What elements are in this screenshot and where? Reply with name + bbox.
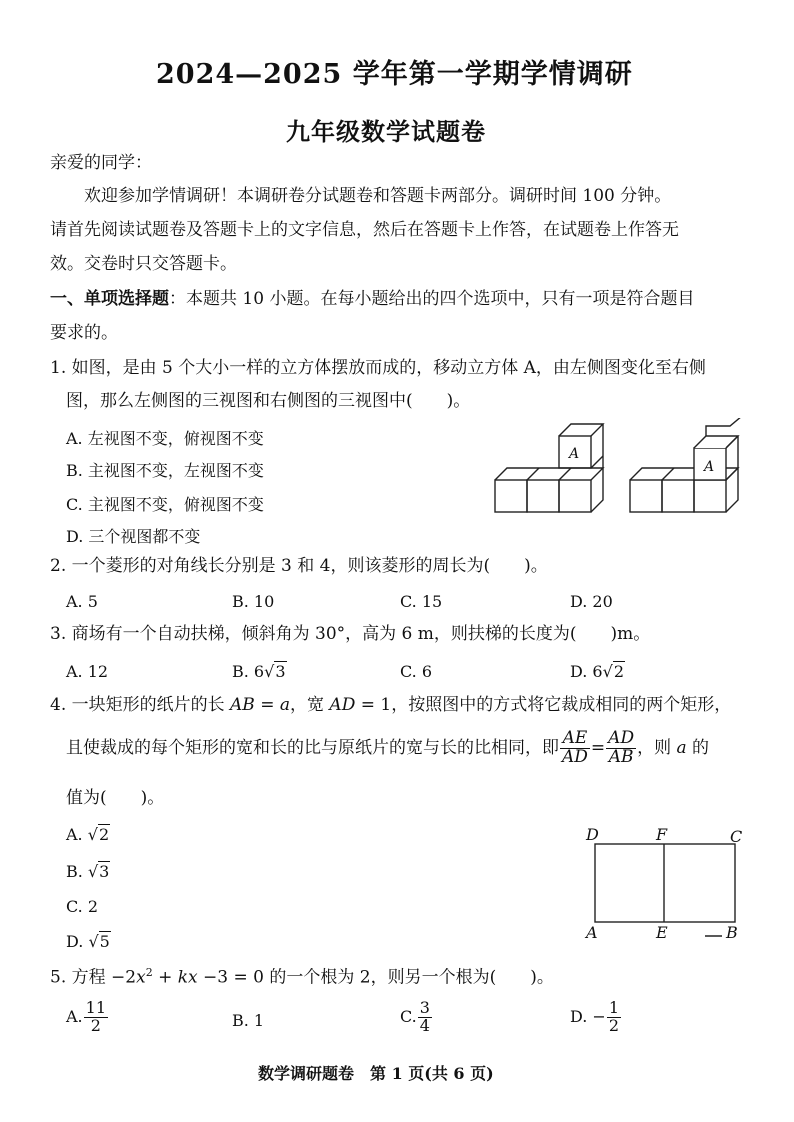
q4-line2-pre: 且使裁成的每个矩形的宽和长的比与原纸片的宽与长的比相同，即 (66, 737, 559, 758)
q5-option-c-fraction (418, 1000, 432, 1035)
q5-option-a-prefix: A. (66, 1006, 83, 1026)
q5-option-d-num: 1 (608, 998, 620, 1017)
q4-frac1-num: AE (560, 730, 590, 749)
q4-var-ab: AB (230, 695, 255, 715)
q4-frac2-num: AD (608, 728, 635, 748)
q5-var-kx: kx (177, 967, 198, 988)
q5-option-a (66, 1000, 109, 1035)
q2-option-a: A. 5 (66, 592, 98, 611)
q4-option-a-prefix: A. (66, 825, 88, 844)
q5-stem-b: + (152, 967, 178, 988)
right-cube-group (630, 418, 742, 512)
page-footer: 数学调研题卷 第 1 页(共 6 页) (258, 1064, 494, 1083)
q5-stem (50, 967, 554, 987)
q5-option-c-num: 3 (419, 998, 430, 1017)
label-D: D (586, 825, 599, 844)
q4-line2-post-b: 的 (686, 737, 710, 758)
q3-option-a: A. 12 (66, 662, 109, 681)
q2-stem: 2. 一个菱形的对角线长分别是 3 和 4，则该菱形的周长为( )。 (50, 556, 548, 576)
q3-option-d-radicand: 2 (613, 662, 624, 681)
q4-option-b-prefix: B. (66, 862, 88, 881)
cube-label-left: A (569, 446, 580, 462)
q4-rectangle-figure (580, 822, 760, 942)
q4-option-c: C. 2 (66, 897, 99, 916)
paper-title: 2024—2025 学年第一学期学情调研 (156, 59, 633, 90)
q4-line2-post-a: ，则 (637, 737, 677, 758)
q2-option-c: C. 15 (400, 592, 443, 611)
q4-frac1-den: AD (562, 746, 588, 767)
q5-option-d (570, 1000, 622, 1035)
intro-line-3: 效。交卷时只交答题卡。 (50, 254, 237, 274)
paper-subtitle: 九年级数学试题卷 (286, 117, 486, 146)
label-C: C (730, 827, 743, 846)
q4-stem-line2 (66, 730, 709, 767)
q5-option-a-num: 11 (85, 998, 106, 1017)
q4-option-d-radicand: 5 (99, 932, 110, 951)
q3-option-b: B. 6√3 (232, 662, 286, 681)
q4-line1-d: = 1，按照图中的方式将它裁成相同的两个矩形， (355, 695, 732, 715)
q4-var-ad: AD (329, 695, 356, 715)
q1-option-d: D. 三个视图都不变 (66, 527, 201, 546)
q4-line1-c: ，宽 (290, 695, 330, 715)
label-A: A (586, 923, 598, 942)
q3-option-d-prefix: D. 6 (570, 662, 603, 681)
q4-fraction-ad-ab (606, 730, 636, 767)
q4-line2-var: a (676, 737, 687, 758)
greeting: 亲爱的同学： (50, 153, 152, 173)
left-cube-group (495, 424, 603, 512)
q5-option-b: B. 1 (232, 1011, 265, 1030)
q4-stem-line1 (50, 697, 731, 714)
q4-option-b-radicand: 3 (99, 862, 110, 881)
label-E: E (656, 923, 668, 942)
intro-line-1: 欢迎参加学情调研！本调研卷分试题卷和答题卡两部分。调研时间 100 分钟。 (84, 186, 672, 206)
section-heading-bold: 一、单项选择题 (50, 289, 169, 309)
q4-option-a-radicand: 2 (98, 825, 110, 844)
q1-stem-line2: 图，那么左侧图的三视图和右侧图的三视图中( )。 (66, 391, 471, 411)
q2-option-d: D. 20 (570, 592, 613, 611)
q3-stem: 3. 商场有一个自动扶梯，倾斜角为 30°，高为 6 m，则扶梯的长度为( )m。 (50, 624, 651, 644)
intro-line-2: 请首先阅读试题卷及答题卡上的文字信息，然后在答题卡上作答，在试题卷上作答无 (50, 220, 679, 240)
q1-option-b: B. 主视图不变，左视图不变 (66, 461, 264, 480)
q5-option-d-den: 2 (608, 1015, 620, 1035)
q5-option-d-fraction (607, 1000, 621, 1035)
q4-line1-a: 4. 一块矩形的纸片的长 (50, 695, 231, 715)
q3-option-b-radicand: 3 (275, 662, 286, 681)
q5-option-a-fraction (84, 1000, 108, 1035)
q3-option-b-prefix: B. 6 (232, 662, 265, 681)
q4-equals: = (590, 737, 606, 758)
q5-option-d-prefix: D. − (570, 1006, 606, 1026)
q4-option-d: D. √5 (66, 932, 110, 951)
q4-line1-b: = (254, 695, 280, 715)
q4-fraction-ae-ad (560, 730, 590, 767)
section-heading-line2: 要求的。 (50, 323, 118, 343)
q5-stem-c: −3 = 0 的一个根为 2，则另一个根为( )。 (197, 967, 554, 988)
q1-option-c: C. 主视图不变，俯视图不变 (66, 495, 264, 514)
q2-option-b: B. 10 (232, 592, 275, 611)
q5-option-a-den: 2 (90, 1015, 101, 1035)
q4-option-b: B. √3 (66, 862, 110, 881)
q4-option-a: A. √2 (66, 825, 110, 844)
q5-exponent: 2 (145, 966, 153, 979)
q5-stem-a: 5. 方程 −2 (50, 967, 137, 988)
q4-var-a: a (279, 695, 291, 715)
q1-option-a: A. 左视图不变，俯视图不变 (66, 429, 264, 448)
label-B: B (726, 923, 738, 942)
q4-option-d-prefix: D. (66, 932, 89, 951)
q5-option-c-den: 4 (419, 1015, 430, 1035)
q3-option-c: C. 6 (400, 662, 433, 681)
q1-stem-line1: 1. 如图，是由 5 个大小一样的立方体摆放而成的，移动立方体 A，由左侧图变化至右侧 (50, 358, 706, 378)
q5-option-c (400, 1000, 433, 1035)
section-heading (50, 291, 694, 308)
q4-stem-line3: 值为( )。 (66, 788, 165, 808)
q4-frac2-den: AB (608, 746, 634, 767)
label-F: F (656, 825, 668, 844)
q5-option-c-prefix: C. (400, 1006, 417, 1026)
q3-option-d: D. 6√2 (570, 662, 624, 681)
q1-cubes-figure (490, 418, 760, 528)
section-heading-rest: ：本题共 10 小题。在每小题给出的四个选项中，只有一项是符合题目 (169, 289, 695, 309)
q5-var-x: x (136, 967, 146, 988)
cube-label-right: A (704, 459, 715, 475)
